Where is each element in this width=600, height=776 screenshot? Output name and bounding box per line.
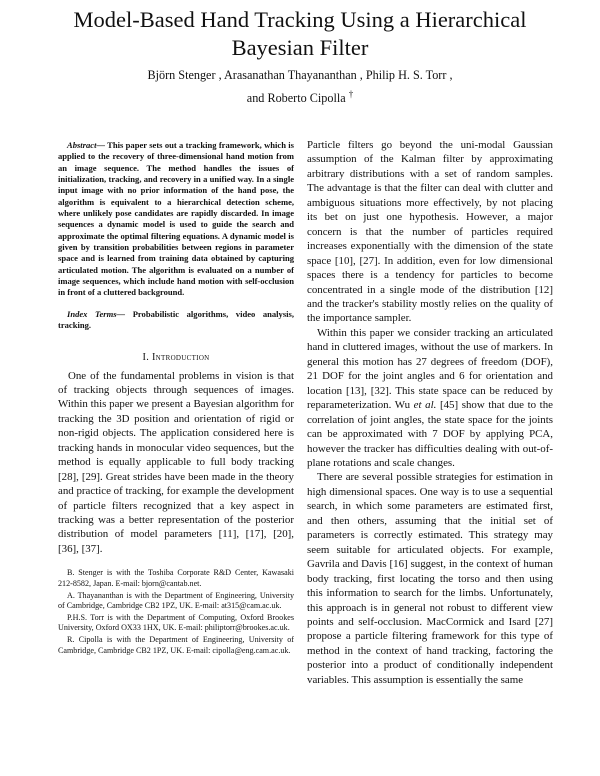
abstract-text: This paper sets out a tracking framework, which is applied to the recovery of three-dimensional hand motion from an image sequence. The method handles the issues of initialization, tracking, and recovery in a unified way. In a single input image with no prior information of the hand pose, the algorithm is equivalent to a hierarchical detection scheme, where unlikely pose candidates are rapidly discarded. In image sequences a dynamic model is used to guide the search and approximate the optimal filtering equations. A dynamic model is given by transition probabilities between regions in parameter space and is learned from training data obtained by capturing articulated motion. The algorithm is evaluated on a number of image sequences, which include hand motion with self-occlusion in front of a cluttered background.	[58, 140, 294, 298]
abstract-lead: Abstract—	[67, 140, 105, 150]
index-terms-lead: Index Terms—	[67, 308, 126, 319]
index-terms	[58, 309, 294, 332]
title-line-1: Model-Based Hand Tracking Using a Hierarchical	[73, 7, 527, 32]
authors-line-2-text: and Roberto Cipolla	[246, 91, 346, 106]
dagger-mark: †	[348, 89, 354, 99]
footnote-stenger: B. Stenger is with the Toshiba Corporate R&D Center, Kawasaki 212-8582, Japan. E-mail: bjorn@cantab.net.	[58, 568, 294, 588]
author-list	[40, 66, 560, 108]
left-column	[58, 140, 294, 657]
footnote-torr: P.H.S. Torr is with the Department of Computing, Oxford Brookes University, Oxford OX33 1HX, UK. E-mail: philiptorr@brookes.ac.uk.	[58, 612, 294, 633]
para3-et-al: et al.	[413, 399, 437, 412]
right-column	[307, 138, 553, 687]
authors-line-2	[40, 85, 560, 108]
abstract	[58, 140, 294, 299]
para3-text-b: [45] show that due to the correlation of joint angles, the state space for the joints can be approximated with 7 DOF by applying PCA, however the tracker has difficulties dealing with out-of-plane rotations and scale changes.	[307, 399, 553, 469]
section-heading-introduction: I. Introduction	[142, 351, 210, 363]
title-line-2: Bayesian Filter	[231, 35, 369, 60]
footnotes	[58, 568, 294, 656]
paper-title	[30, 6, 570, 62]
intro-paragraph-2: Particle filters go beyond the uni-modal Gaussian assumption of the Kalman filter by approximating arbitrary distributions with a set of random samples. The advantage is that the filter can deal with clutter and ambiguous situations more effectively, by not placing its bet on just one hypothesis. However, a major concern is that the number of particles required increases exponentially with the dimension of the state space [10], [27]. In addition, even for low dimensional spaces there is a tendency for particles to become concentrated in a single mode of the distribution [12] and the tracker's stability mostly relies on the quality of the importance sampler.	[307, 139, 553, 325]
footnote-thayananthan: A. Thayananthan is with the Department of Engineering, University of Cambridge, Cambridge CB2 1PZ, UK. E-mail: at315@cam.ac.uk.	[58, 590, 294, 611]
intro-paragraph-1: One of the fundamental problems in vision is that of tracking objects through sequences of images. Within this paper we present a Bayesian algorithm for tracking the 3D position and orientation of rigid or non-rigid objects. The application considered here is tracking hands in monocular video sequences, but the method is equally applicable to full body tracking [28], [29]. Great strides have been made in the theory and practice of tracking, for example the development of particle filters recognized that a key aspect in tracking was a better representation of the posterior distribution of model parameters [11], [17], [20], [36], [37].	[58, 369, 294, 555]
intro-paragraph-3	[307, 326, 553, 471]
para3-text-a: Within this paper we consider tracking an articulated hand in cluttered images, without the use of markers. In general this motion has 27 degrees of freedom (DOF), 21 DOF for the joint angles and 6 for orientation and location [13], [32]. This state space can be reduced by reparameterization. Wu	[307, 326, 553, 412]
authors-line-1: Björn Stenger , Arasanathan Thayananthan , Philip H. S. Torr ,	[147, 68, 453, 82]
index-terms-text: Probabilistic algorithms, video analysis, tracking.	[58, 308, 294, 331]
intro-paragraph-4: There are several possible strategies for estimation in high dimensional spaces. One way is to use a sequential search, in which some parameters are estimated first, and then others, assuming that the initial set of parameters is correctly estimated. This strategy may seem suitable for articulated objects. For example, Gavrila and Davis [16] suggest, in the context of human body tracking, first locating the torso and then using this information to search for the limbs. Unfortunately, this approach is in general not robust to different view points and self-occlusion. MacCormick and Isard [27] propose a particle filtering framework for this type of method in the context of hand tracking, factoring the posterior into a product of conditionally independent variables. This assumption is essentially the same	[307, 471, 553, 686]
footnote-cipolla: R. Cipolla is with the Department of Engineering, University of Cambridge, Cambridge CB2 1PZ, UK. E-mail: cipolla@eng.cam.ac.uk.	[58, 634, 294, 655]
